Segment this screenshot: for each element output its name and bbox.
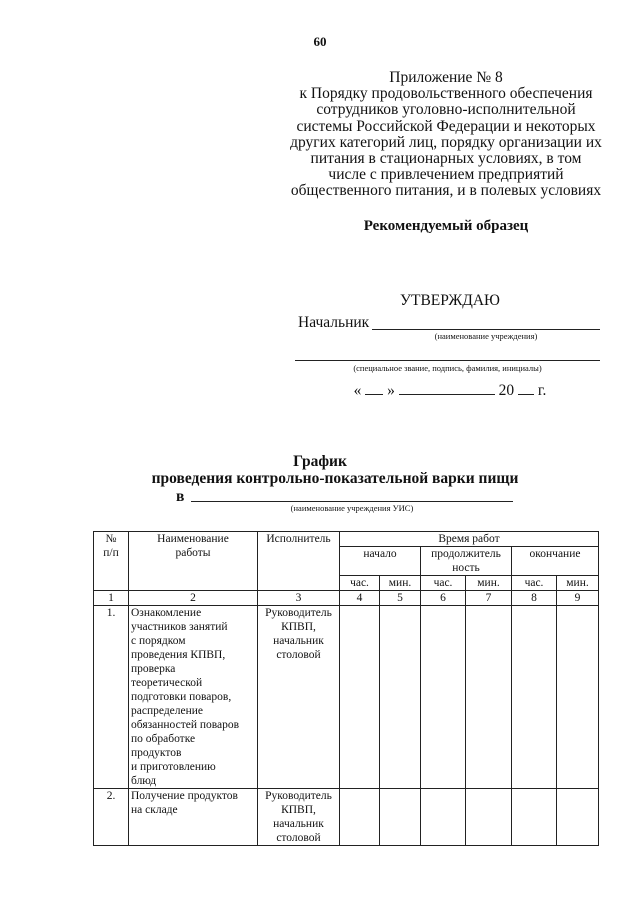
column-number: 8 bbox=[512, 591, 557, 606]
empty-cell bbox=[421, 606, 466, 789]
header-work-name: Наименование работы bbox=[129, 532, 258, 591]
schedule-subtitle: проведения контрольно-показательной варки пищи bbox=[151, 470, 519, 487]
header-start-hours: час. bbox=[340, 576, 380, 591]
institution-line bbox=[191, 501, 513, 502]
year-blank bbox=[518, 382, 534, 395]
annex-line: сотрудников уголовно-исполнительной bbox=[316, 101, 576, 119]
table-row bbox=[94, 789, 599, 846]
chief-caption: (наименование учреждения) bbox=[434, 331, 538, 341]
column-number: 5 bbox=[380, 591, 421, 606]
header-end-hours: час. bbox=[512, 576, 557, 591]
table-row bbox=[94, 606, 599, 789]
annex-line: других категорий лиц, порядку организации их bbox=[290, 133, 602, 151]
empty-cell bbox=[512, 789, 557, 846]
column-number: 3 bbox=[258, 591, 340, 606]
approval-heading: УТВЕРЖДАЮ bbox=[400, 292, 500, 309]
annex-line: к Порядку продовольственного обеспечения bbox=[299, 85, 593, 103]
date-open-quote: « bbox=[353, 382, 362, 399]
row-executor: Руководитель КПВП, начальник столовой bbox=[258, 606, 340, 789]
header-end-minutes: мин. bbox=[557, 576, 599, 591]
row-num: 2. bbox=[94, 789, 129, 846]
header-work-time: Время работ bbox=[340, 532, 599, 547]
header-end: окончание bbox=[512, 547, 599, 576]
annex-line: числе с привлечением предприятий bbox=[328, 166, 564, 184]
empty-cell bbox=[340, 789, 380, 846]
approval-date bbox=[300, 382, 600, 400]
chief-label: Начальник bbox=[298, 314, 370, 331]
row-work-name: Ознакомление участников занятий с порядком проведения КПВП, проверка теоретической подготовки поваров, распределение обязанностей поваров по обработке продуктов и приготовлению блюд bbox=[129, 606, 258, 789]
date-close-quote: » bbox=[387, 382, 395, 399]
empty-cell bbox=[512, 606, 557, 789]
column-number: 2 bbox=[129, 591, 258, 606]
empty-cell bbox=[557, 789, 599, 846]
empty-cell bbox=[380, 606, 421, 789]
month-blank bbox=[399, 382, 495, 395]
recommended-sample-label: Рекомендуемый образец bbox=[363, 218, 529, 234]
rank-signature-line bbox=[295, 360, 600, 361]
row-work-name: Получение продуктов на складе bbox=[129, 789, 258, 846]
header-start: начало bbox=[340, 547, 421, 576]
column-number: 1 bbox=[94, 591, 129, 606]
column-number: 6 bbox=[421, 591, 466, 606]
schedule-title: График bbox=[293, 453, 347, 470]
header-duration-hours: час. bbox=[421, 576, 466, 591]
column-number: 4 bbox=[340, 591, 380, 606]
annex-line: общественного питания, и в полевых условиях bbox=[290, 182, 602, 200]
schedule-table bbox=[93, 531, 599, 846]
row-num: 1. bbox=[94, 606, 129, 789]
date-year: 20 bbox=[498, 382, 515, 399]
date-suffix: г. bbox=[537, 382, 547, 399]
header-start-minutes: мин. bbox=[380, 576, 421, 591]
header-executor: Исполнитель bbox=[258, 532, 340, 591]
annex-line: системы Российской Федерации и некоторых bbox=[296, 117, 596, 135]
column-number: 7 bbox=[466, 591, 512, 606]
annex-header bbox=[276, 70, 616, 200]
empty-cell bbox=[466, 789, 512, 846]
header-duration: продолжитель ность bbox=[421, 547, 512, 576]
row-executor: Руководитель КПВП, начальник столовой bbox=[258, 789, 340, 846]
empty-cell bbox=[380, 789, 421, 846]
chief-signature-line bbox=[372, 329, 600, 330]
day-blank bbox=[365, 382, 383, 395]
empty-cell bbox=[340, 606, 380, 789]
institution-caption: (наименование учреждения УИС) bbox=[290, 503, 414, 513]
annex-line: питания в стационарных условиях, в том bbox=[310, 150, 582, 168]
annex-line: Приложение № 8 bbox=[389, 69, 503, 86]
empty-cell bbox=[421, 789, 466, 846]
column-number: 9 bbox=[557, 591, 599, 606]
empty-cell bbox=[466, 606, 512, 789]
rank-signature-caption: (специальное звание, подпись, фамилия, инициалы) bbox=[353, 363, 542, 373]
header-num: № п/п bbox=[94, 532, 129, 591]
empty-cell bbox=[557, 606, 599, 789]
institution-prefix: в bbox=[176, 488, 185, 505]
page-number: 60 bbox=[313, 34, 327, 49]
header-duration-minutes: мин. bbox=[466, 576, 512, 591]
